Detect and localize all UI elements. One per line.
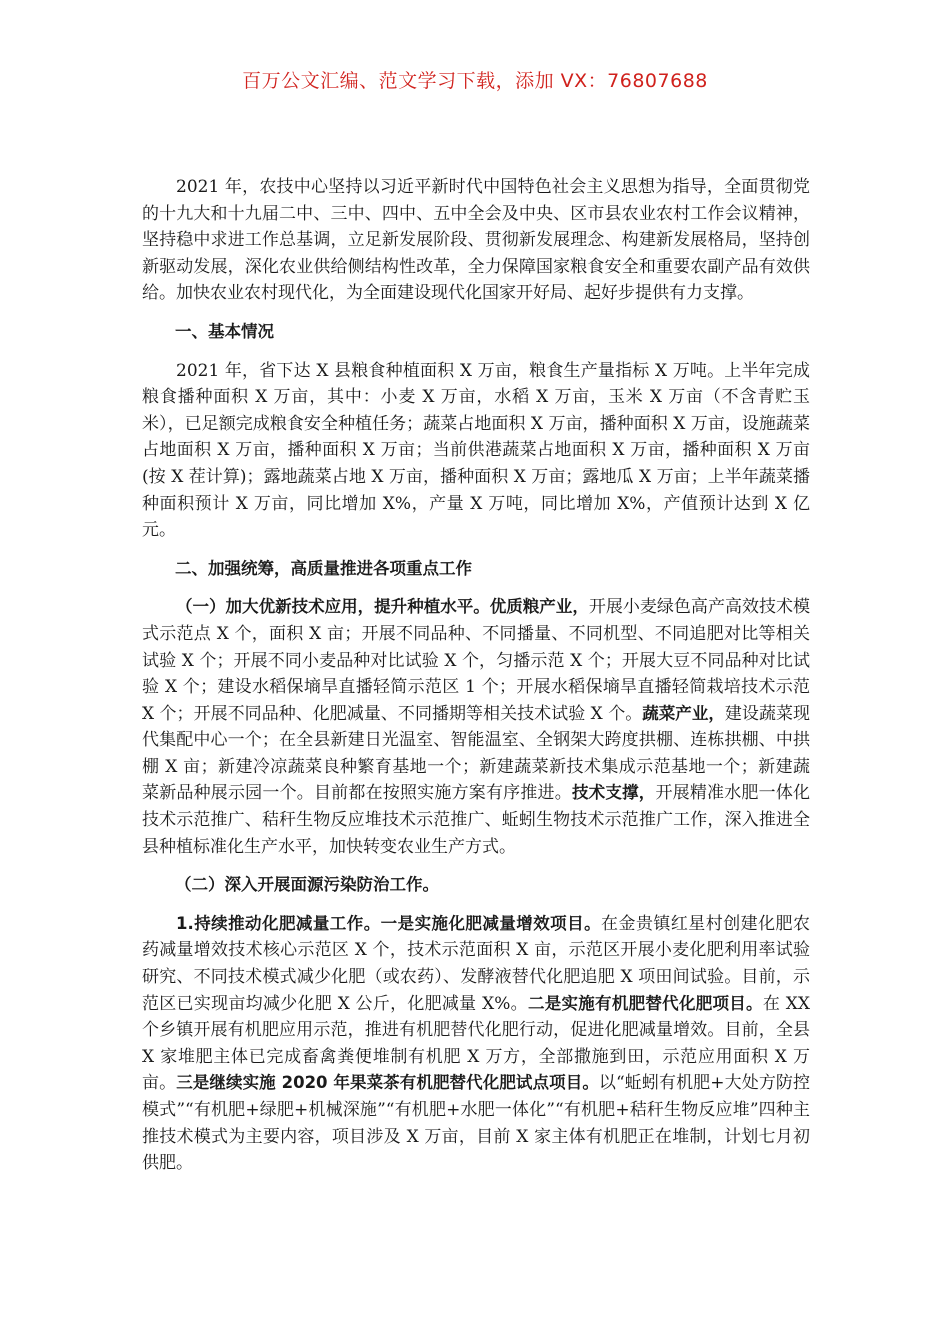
fertilizer-text-b: 在 XX 个乡镇开展有机肥应用示范，推进有机肥替代化肥行动，促进化肥减量增效。目前，全县 X 家堆肥主体已完成畜禽粪便堆制有机肥 X 万方，全部撒施到田，示范应用面积 X 万亩。 [142, 993, 811, 1094]
pilot-lead: 三是继续实施 2020 年果菜茶有机肥替代化肥试点项目。 [176, 1073, 599, 1093]
grain-text: 开展小麦绿色高产高效技术模式示范点 X 个，面积 X 亩；开展不同品种、不同播量、不同机型、不同追肥对比等相关试验 X 个；开展不同小麦品种对比试验 X 个，匀播示范 X 个；开展大豆不同品种对比试验 X 个；建设水稻保墒旱直播轻简示范区 1 个；开展水稻保墒旱直播轻简栽培技术示范 X 个；开展不同品种、化肥减量、不同播期等相关技术试验 X 个。 [142, 597, 811, 724]
tech-support-text: 开展精准水肥一体化技术示范推广、秸秆生物反应堆技术示范推广、蚯蚓生物技术示范推广工作，深入推进全县种植标准化生产水平，加快转变农业生产方式。 [142, 783, 811, 857]
fertilizer-paragraph [142, 911, 810, 1177]
basic-situation-paragraph: 2021 年，省下达 X 县粮食种植面积 X 万亩，粮食生产量指标 X 万吨。上半年完成粮食播种面积 X 万亩，其中：小麦 X 万亩，水稻 X 万亩，玉米 X 万亩（不含青贮玉米），已足额完成粮食安全种植任务；蔬菜占地面积 X 万亩，播种面积 X 万亩，设施蔬菜占地面积 X 万亩，播种面积 X 万亩；当前供港蔬菜占地面积 X 万亩，播种面积 X 万亩(按 X 茬计算)；露地蔬菜占地 X 万亩，播种面积 X 万亩；露地瓜 X 万亩；上半年蔬菜播种面积预计 X 万亩，同比增加 X%，产量 X 万吨，同比增加 X%，产值预计达到 X 亿元。 [142, 360, 810, 541]
vegetable-lead: 蔬菜产业， [642, 703, 725, 723]
vegetable-text: 建设蔬菜现代集配中心一个；在全县新建日光温室、智能温室、全钢架大跨度拱棚、连栋拱棚、中拱棚 X 亩；新建冷凉蔬菜良种繁育基地一个；新建蔬菜新技术集成示范基地一个；新建蔬菜新品种展示园一个。目前都在按照实施方案有序推进。 [142, 703, 811, 804]
organic-lead: 二是实施有机肥替代化肥项目。 [527, 993, 763, 1013]
document-body [142, 174, 810, 1177]
watermark-header: 百万公文汇编、范文学习下载，添加 VX：76807688 [242, 70, 708, 92]
fertilizer-text-c: 以“蚯蚓有机肥+大处方防控模式”“有机肥+绿肥+机械深施”“有机肥+水肥一体化”“有机肥+秸秆生物反应堆”四种主推技术模式为主要内容，项目涉及 X 万亩，目前 X 家主体有机肥正在堆制，计划七月初供肥。 [142, 1073, 811, 1174]
tech-support-lead: 技术支撑， [571, 783, 656, 803]
subheading-pollution: （二）深入开展面源污染防治工作。 [175, 875, 439, 895]
fertilizer-text-a: 在金贵镇红星村创建化肥农药减量增效技术核心示范区 X 个，技术示范面积 X 亩，示范区开展小麦化肥利用率试验研究、不同技术模式减少化肥（或农药）、发酵液替代化肥追肥 X 项田间试验。目前，示范区已实现亩均减少化肥 X 公斤，化肥减量 X%。 [142, 913, 811, 1014]
tech-application-lead: （一）加大优新技术应用，提升种植水平。优质粮产业， [176, 597, 589, 617]
section-heading-key-work: 二、加强统筹，高质量推进各项重点工作 [175, 558, 472, 578]
section-heading-basic: 一、基本情况 [175, 321, 274, 341]
tech-application-paragraph [142, 594, 810, 860]
intro-paragraph: 2021 年，农技中心坚持以习近平新时代中国特色社会主义思想为指导，全面贯彻党的十九大和十九届二中、三中、四中、五中全会及中央、区市县农业农村工作会议精神，坚持稳中求进工作总基调，立足新发展阶段、贯彻新发展理念、构建新发展格局，坚持创新驱动发展，深化农业供给侧结构性改革，全力保障国家粮食安全和重要农副产品有效供给。加快农业农村现代化，为全面建设现代化国家开好局、起好步提供有力支撑。 [142, 177, 810, 304]
fertilizer-lead: 1.持续推动化肥减量工作。一是实施化肥减量增效项目。 [176, 913, 602, 933]
